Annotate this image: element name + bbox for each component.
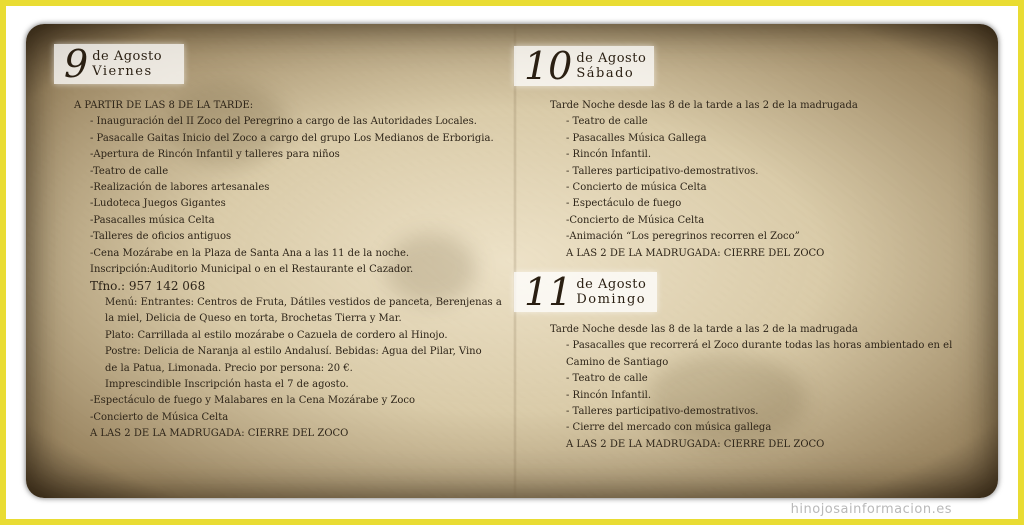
day-10-program-line: Tarde Noche desde las 8 de la tarde a las 2 de la madrugada — [550, 100, 858, 111]
day-9-number: 9 — [64, 42, 89, 86]
day-9-program — [74, 98, 514, 443]
day-11-program-line: Camino de Santiago — [566, 356, 669, 368]
day-10-program — [550, 98, 990, 262]
day-9-program-line: Tfno.: 957 142 068 — [90, 279, 206, 294]
day-9-header — [54, 44, 184, 84]
day-9-program-line: Inscripción:Auditorio Municipal o en el Restaurante el Cazador. — [90, 264, 414, 276]
day-11-program-line: - Pasacalles que recorrerá el Zoco durante todas las horas ambientado en el — [566, 340, 953, 352]
day-11-weekday: Domingo — [576, 292, 647, 307]
day-9-program-line: A LAS 2 DE LA MADRUGADA: CIERRE DEL ZOCO — [90, 428, 349, 440]
day-9-program-line: -Talleres de oficios antiguos — [90, 231, 232, 243]
day-9-program-line: -Apertura de Rincón Infantil y talleres para niños — [90, 149, 340, 161]
day-9-program-line: -Ludoteca Juegos Gigantes — [90, 198, 226, 210]
day-9-program-line: -Concierto de Música Celta — [90, 411, 229, 423]
day-9-program-line: Postre: Delicia de Naranja al estilo Andalusí. Bebidas: Agua del Pilar, Vino — [105, 346, 482, 358]
day-10-program-line: - Talleres participativo-demostrativos. — [566, 165, 759, 177]
day-11-header — [514, 272, 657, 312]
day-9-program-line: de la Patua, Limonada. Precio por persona: 20 €. — [105, 362, 353, 374]
day-9-program-line: A PARTIR DE LAS 8 DE LA TARDE: — [74, 100, 254, 111]
day-11-program-line: Tarde Noche desde las 8 de la tarde a las 2 de la madrugada — [550, 324, 858, 335]
day-9-program-line: -Espectáculo de fuego y Malabares en la Cena Mozárabe y Zoco — [90, 395, 416, 407]
day-10-program-line: - Espectáculo de fuego — [566, 198, 682, 210]
day-9-program-line: -Teatro de calle — [90, 165, 169, 177]
day-11-program-line: A LAS 2 DE LA MADRUGADA: CIERRE DEL ZOCO — [566, 438, 825, 450]
day-11-program — [550, 322, 990, 453]
day-10-header — [514, 46, 654, 86]
day-11-program-line: - Rincón Infantil. — [566, 389, 652, 401]
day-9-program-line: Plato: Carrillada al estilo mozárabe o Cazuela de cordero al Hinojo. — [105, 329, 448, 341]
day-9-date: de Agosto — [92, 49, 163, 64]
day-9-weekday: Viernes — [92, 64, 153, 79]
day-9-program-line: - Pasacalle Gaitas Inicio del Zoco a cargo del grupo Los Medianos de Erborigia. — [90, 132, 494, 144]
day-11-program-line: - Teatro de calle — [566, 373, 648, 385]
site-watermark: hinojosainformacion.es — [790, 502, 952, 517]
day-9-program-line: Menú: Entrantes: Centros de Fruta, Dátiles vestidos de panceta, Berenjenas a — [105, 296, 502, 308]
day-9-program-line: -Cena Mozárabe en la Plaza de Santa Ana a las 11 de la noche. — [90, 247, 410, 259]
day-10-program-line: - Rincón Infantil. — [566, 149, 652, 161]
day-9-program-line: Imprescindible Inscripción hasta el 7 de agosto. — [105, 378, 349, 390]
day-11-date: de Agosto — [576, 277, 647, 292]
day-11-program-line: - Cierre del mercado con música gallega — [566, 422, 772, 434]
day-10-program-line: - Teatro de calle — [566, 116, 648, 128]
poster-frame — [6, 6, 1018, 519]
day-11-program-line: - Talleres participativo-demostrativos. — [566, 406, 759, 418]
day-10-program-line: -Animación “Los peregrinos recorren el Zoco” — [566, 231, 800, 243]
day-10-program-line: - Concierto de música Celta — [566, 182, 707, 194]
day-11-number: 11 — [524, 270, 573, 314]
day-9-program-line: la miel, Delicia de Queso en torta, Brochetas Tierra y Mar. — [105, 313, 402, 325]
day-10-program-line: - Pasacalles Música Gallega — [566, 132, 707, 144]
day-9-program-line: -Realización de labores artesanales — [90, 182, 270, 194]
day-10-date: de Agosto — [576, 51, 647, 66]
day-9-program-line: -Pasacalles música Celta — [90, 214, 215, 226]
day-10-number: 10 — [524, 44, 573, 88]
day-10-program-line: -Concierto de Música Celta — [566, 214, 705, 226]
day-9-program-line: - Inauguración del II Zoco del Peregrino a cargo de las Autoridades Locales. — [90, 116, 477, 128]
parchment-sheet — [26, 24, 998, 498]
day-10-program-line: A LAS 2 DE LA MADRUGADA: CIERRE DEL ZOCO — [566, 247, 825, 259]
day-10-weekday: Sábado — [576, 66, 635, 81]
